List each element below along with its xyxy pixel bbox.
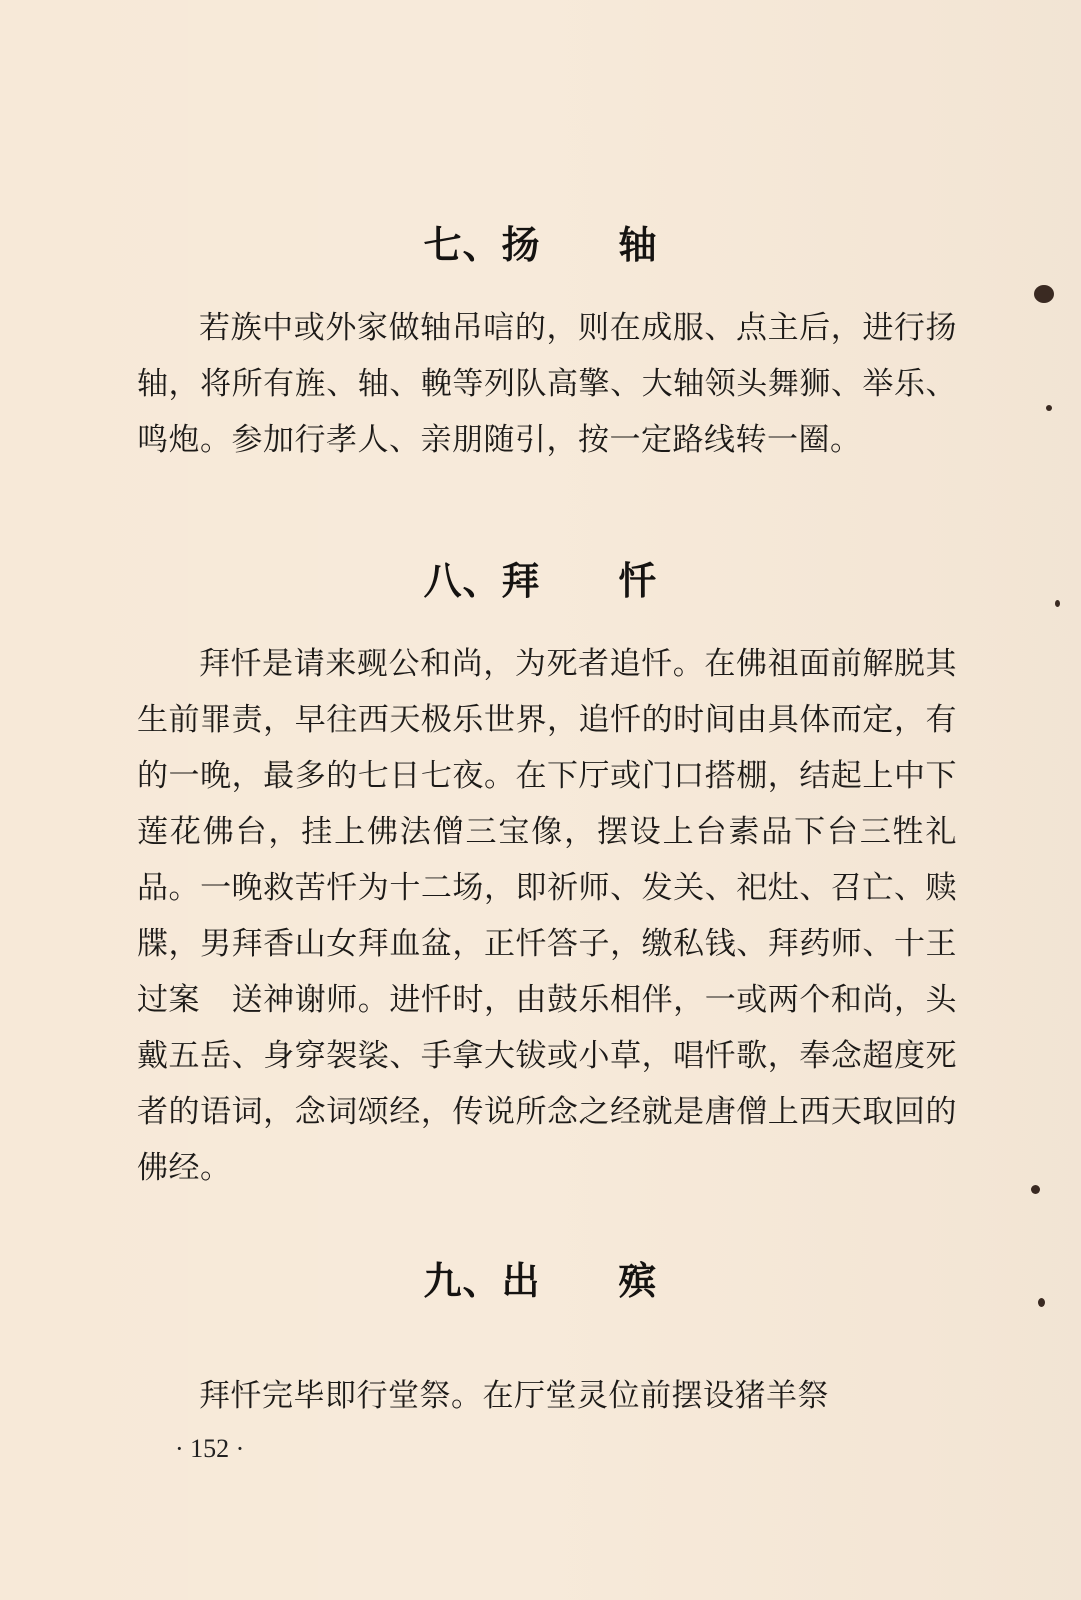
section-paragraph-baichan: 拜忏是请来觋公和尚，为死者追忏。在佛祖面前解脱其生前罪责，早往西天极乐世界，追忏的时间由具体而定，有的一晚，最多的七日七夜。在下厅或门口搭棚，结起上中下莲花佛台，挂上佛法僧三宝像，摆设上台素品下台三牲礼品。一晚救苦忏为十二场，即祈师、发关、祀灶、召亡、赎牒，男拜香山女拜血盆，正忏答子，缴私钱、拜药师、十王过案 送神谢师。进忏时，由鼓乐相伴，一或两个和尚，头戴五岳、身穿袈裟、手拿大钹或小草，唱忏歌，奉念超度死者的语词，念词颂经，传说所念之经就是唐僧上西天取回的佛经。 (137, 646, 957, 1186)
page-edge-blemish (1034, 285, 1054, 303)
page-number: · 152 · (175, 1434, 245, 1463)
page-edge-blemish (1046, 405, 1052, 411)
section-heading-yangzhou: 七、扬 轴 (423, 223, 658, 267)
page-edge-blemish (1031, 1185, 1040, 1194)
section-heading-baichan: 八、拜 忏 (423, 559, 658, 603)
section-heading-chubin: 九、出 殡 (423, 1259, 658, 1303)
section-paragraph-yangzhou: 若族中或外家做轴吊唁的，则在成服、点主后，进行扬轴，将所有旌、轴、輓等列队高擎、大轴领头舞狮、举乐、鸣炮。参加行孝人、亲朋随引，按一定路线转一圈。 (137, 310, 957, 458)
section-paragraph-chubin: 拜忏完毕即行堂祭。在厅堂灵位前摆设猪羊祭 (199, 1378, 829, 1414)
